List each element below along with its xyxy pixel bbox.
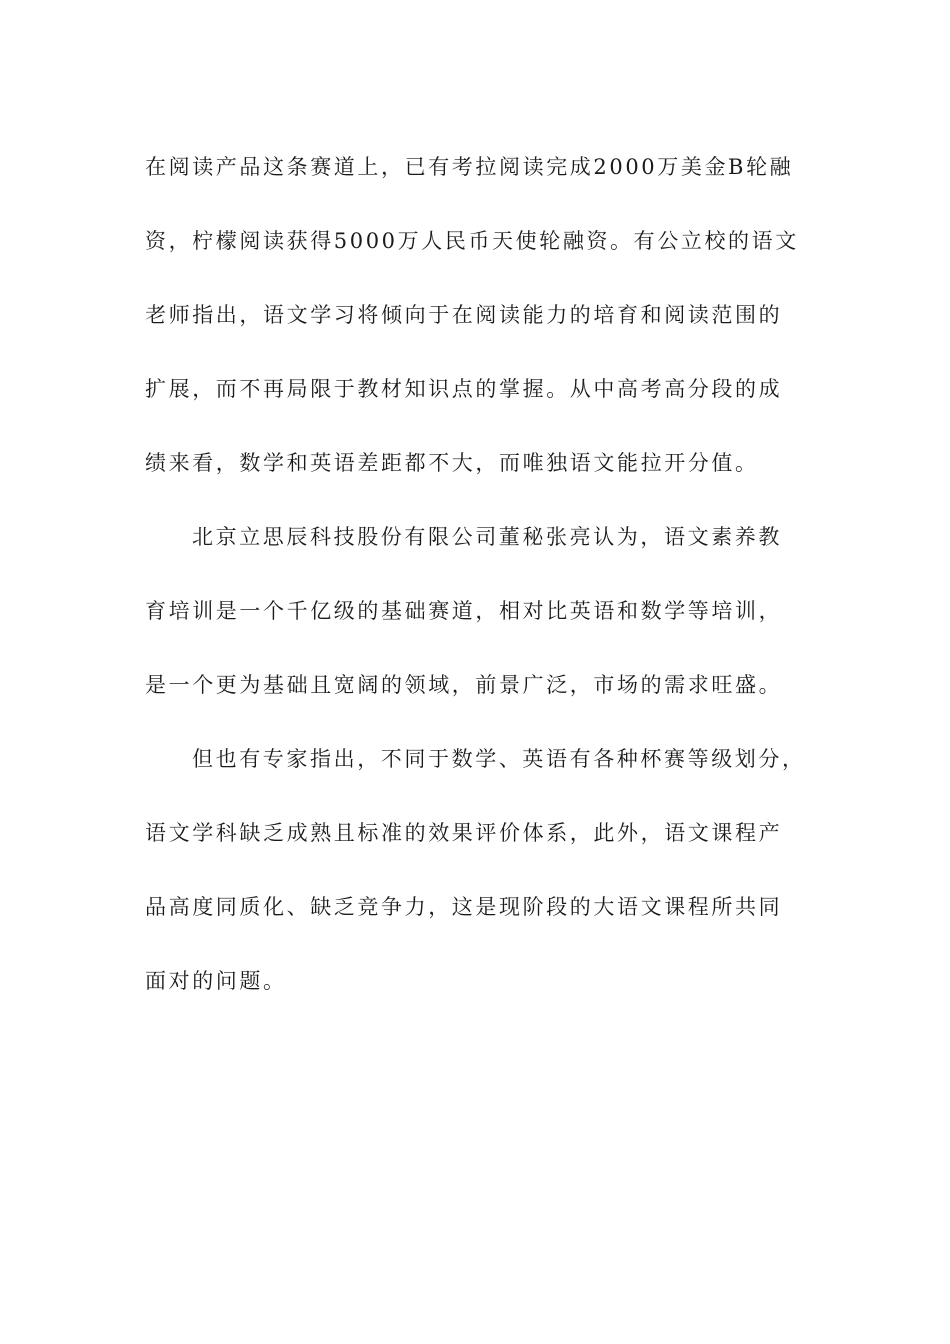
paragraph-line: 绩来看，数学和英语差距都不大，而唯独语文能拉开分值。 (145, 451, 759, 475)
document-body (145, 130, 806, 1018)
paragraph-line: 面对的问题。 (145, 969, 287, 993)
paragraph-line: 资，柠檬阅读获得5000万人民币天使轮融资。有公立校的语文 (145, 229, 799, 253)
paragraph-2 (145, 500, 801, 722)
paragraph-line: 品高度同质化、缺乏竞争力，这是现阶段的大语文课程所共同 (145, 895, 783, 919)
paragraph-line: 育培训是一个千亿级的基础赛道，相对比英语和数学等培训， (145, 599, 783, 623)
paragraph-line: 但也有专家指出，不同于数学、英语有各种杯赛等级划分， (192, 747, 806, 771)
paragraph-line: 扩展，而不再局限于教材知识点的掌握。从中高考高分段的成 (145, 377, 783, 401)
paragraph-line: 是一个更为基础且宽阔的领域，前景广泛，市场的需求旺盛。 (145, 673, 783, 697)
paragraph-1 (145, 130, 801, 500)
paragraph-3 (145, 722, 806, 1018)
paragraph-line: 北京立思辰科技股份有限公司董秘张亮认为，语文素养教 (192, 525, 782, 549)
paragraph-line: 语文学科缺乏成熟且标准的效果评价体系，此外，语文课程产 (145, 821, 783, 845)
paragraph-line: 在阅读产品这条赛道上，已有考拉阅读完成2000万美金B轮融 (145, 155, 794, 179)
paragraph-line: 老师指出，语文学习将倾向于在阅读能力的培育和阅读范围的 (145, 303, 783, 327)
